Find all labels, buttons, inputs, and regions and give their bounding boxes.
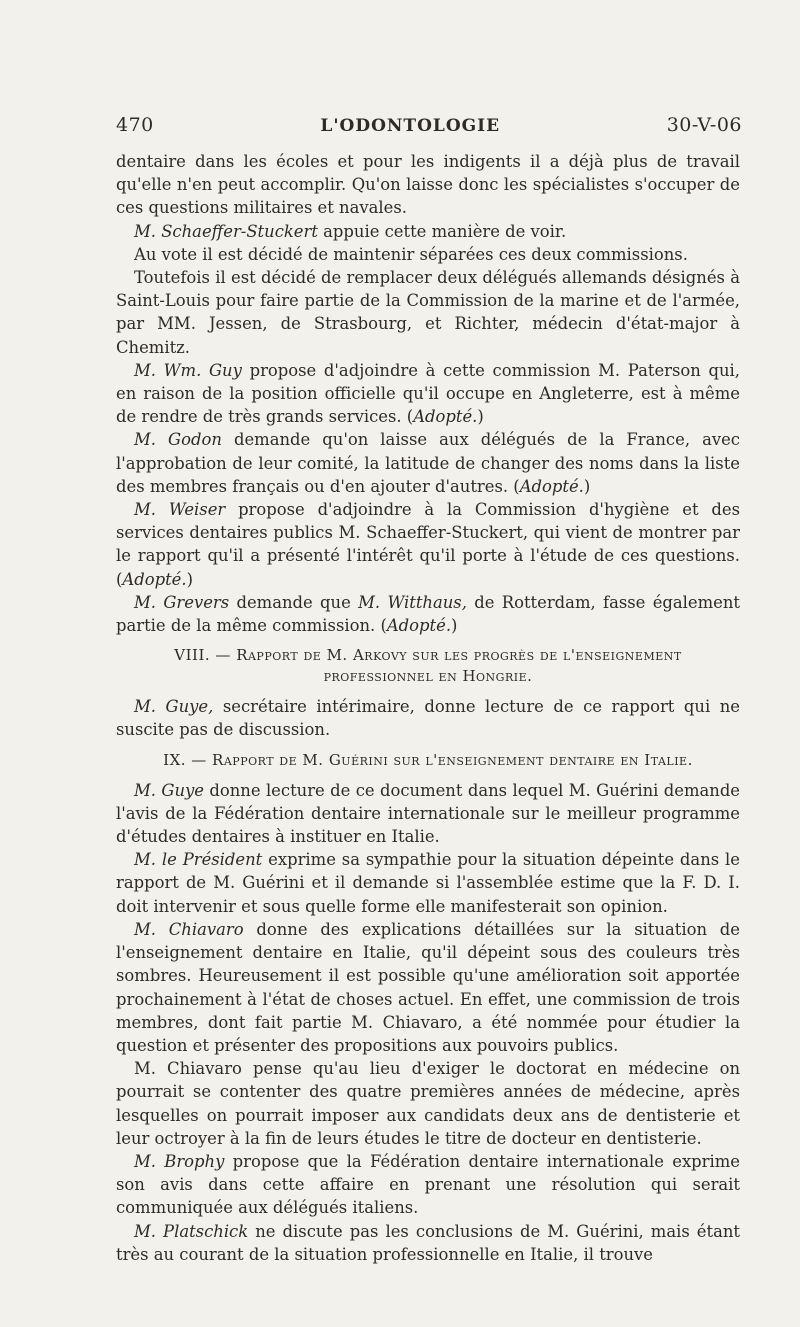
speaker-name: M. Weiser xyxy=(134,500,226,520)
paragraph: M. Brophy propose que la Fédération dentaire internationale exprime son avis dans cette affaire en prenant une résolution qui serait communiquée aux délégués italiens. xyxy=(116,1151,740,1218)
heading-line: professionnel en Hongrie. xyxy=(323,667,533,686)
paragraph: M. Godon demande qu'on laisse aux délégués de la France, avec l'approbation de leur comité, la latitude de changer des noms dans la liste des membres français ou d'en ajouter d'autres. (Adopté.) xyxy=(116,430,740,496)
section-heading-ix xyxy=(116,750,740,771)
paragraph: M. Chiavaro pense qu'au lieu d'exiger le doctorat en médecine on pourrait se contenter des quatre premières années de médecine, après lesquelles on pourrait imposer aux candidats deux ans de dentisterie et leur octroyer à la fin de leurs études le titre de docteur en dentisterie. xyxy=(116,1059,740,1148)
speaker-name: M. Platschick xyxy=(134,1221,249,1241)
adopte-note: Adopté. xyxy=(413,407,478,427)
section-heading-viii xyxy=(116,645,740,687)
paragraph: Toutefois il est décidé de remplacer deux délégués allemands désignés à Saint-Louis pour faire partie de la Commission de la marine et de l'armée, par MM. Jessen, de Strasbourg, et Richter, médecin d'état-major à Chemitz. xyxy=(116,268,740,357)
speaker-name: M. Brophy xyxy=(134,1151,225,1171)
running-header xyxy=(116,114,742,144)
paragraph: Au vote il est décidé de maintenir séparées ces deux commissions. xyxy=(134,244,688,264)
paragraph: M. Schaeffer-Stuckert appuie cette manière de voir. xyxy=(134,221,567,241)
speaker-name: M. Witthaus, xyxy=(358,592,467,612)
adopte-note: Adopté. xyxy=(386,616,452,636)
page-body xyxy=(116,150,740,1266)
adopte-note: Adopté. xyxy=(122,569,187,589)
paragraph: M. le Président exprime sa sympathie pour la situation dépeinte dans le rapport de M. Guérini et il demande si l'assemblée estime que la F. D. I. doit intervenir et sous quelle forme elle manifesterait son opinion. xyxy=(116,850,740,916)
paragraph: dentaire dans les écoles et pour les indigents il a déjà plus de travail qu'elle n'en peut accomplir. Qu'on laisse donc les spécialistes s'occuper de ces questions militaires et navales. xyxy=(116,152,740,218)
paragraph: M. Wm. Guy propose d'adjoindre à cette commission M. Paterson qui, en raison de la position officielle qu'il occupe en Angleterre, est à même de rendre de très grands services. (Adopté.) xyxy=(116,360,741,427)
issue-date: 30-V-06 xyxy=(666,114,742,136)
speaker-name: M. Schaeffer-Stuckert xyxy=(134,221,318,241)
speaker-name: M. Wm. Guy xyxy=(134,360,242,380)
adopte-note: Adopté. xyxy=(519,476,584,496)
paragraph: M. Platschick ne discute pas les conclusions de M. Guérini, mais étant très au courant de la situation professionnelle en Italie, il trouve xyxy=(116,1221,740,1264)
paragraph: M. Guye, secrétaire intérimaire, donne lecture de ce rapport qui ne suscite pas de discussion. xyxy=(116,697,740,740)
paragraph: M. Weiser propose d'adjoindre à la Commission d'hygiène et des services dentaires publics M. Schaeffer-Stuckert, qui vient de montrer par le rapport qu'il a présenté l'intérêt qu'il porte à l'étude de ces questions. (Adopté.) xyxy=(116,500,740,589)
paragraph: M. Grevers demande que M. Witthaus, de Rotterdam, fasse également partie de la même commission. (Adopté.) xyxy=(116,592,740,636)
speaker-name: M. Guye, xyxy=(134,697,214,717)
speaker-name: M. Godon xyxy=(134,430,222,450)
heading-line: VIII. — Rapport de M. Arkovy sur les progrès de l'enseignement xyxy=(174,646,682,665)
speaker-name: M. le Président xyxy=(134,850,263,870)
journal-title: L'ODONTOLOGIE xyxy=(320,116,501,136)
speaker-name: M. Guye xyxy=(134,780,204,800)
speaker-name: M. Grevers xyxy=(134,592,230,612)
heading-line: IX. — Rapport de M. Guérini sur l'enseignement dentaire en Italie. xyxy=(163,750,693,769)
paragraph: M. Guye donne lecture de ce document dans lequel M. Guérini demande l'avis de la Fédération dentaire internationale sur le meilleur programme d'études dentaires à instituer en Italie. xyxy=(116,780,741,847)
paragraph: M. Chiavaro donne des explications détaillées sur la situation de l'enseignement dentaire en Italie, qu'il dépeint sous des couleurs très sombres. Heureusement il est possible qu'une amélioration soit apportée prochainement à l'état de choses actuel. En effet, une commission de trois membres, dont fait partie M. Chiavaro, a été nommée pour étudier la question et présenter des propositions aux pouvoirs publics. xyxy=(116,919,740,1055)
page-number: 470 xyxy=(116,114,154,136)
speaker-name: M. Chiavaro xyxy=(134,919,244,939)
